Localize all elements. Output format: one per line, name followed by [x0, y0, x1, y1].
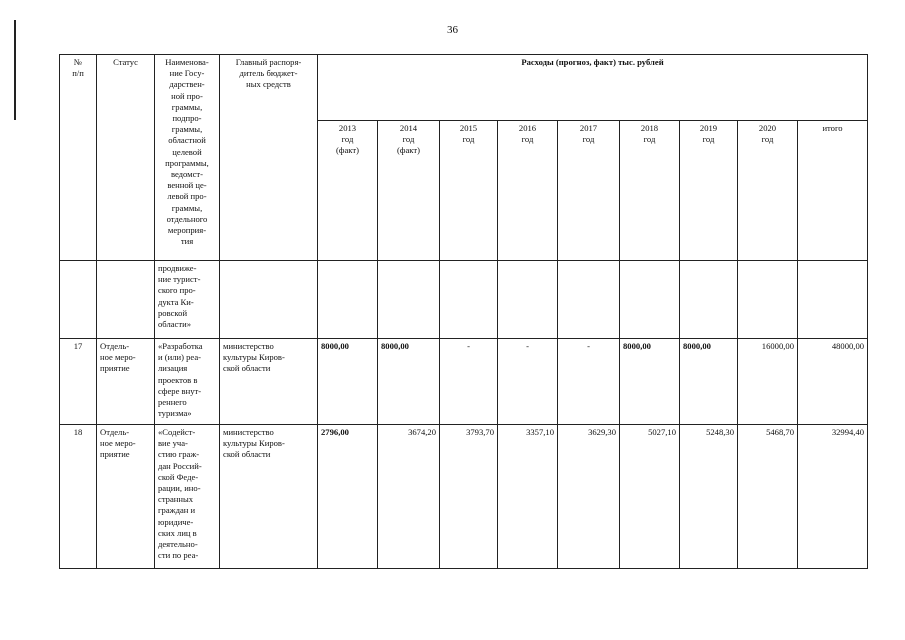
- header-admin: Главный распоря- дитель бюджет- ных средств: [220, 55, 318, 261]
- value-2015: -: [440, 339, 498, 425]
- header-year-2017: 2017 год: [558, 121, 620, 261]
- margin-mark: [14, 20, 16, 120]
- header-total: итого: [798, 121, 868, 261]
- value-2019: 8000,00: [680, 339, 738, 425]
- value-2017: 3629,30: [558, 425, 620, 569]
- value-2016: 3357,10: [498, 425, 558, 569]
- header-expenses: Расходы (прогноз, факт) тыс. рублей: [318, 55, 868, 121]
- header-name: Наименова- ние Госу- дарствен- ной про- граммы, подпро- граммы, областной целевой программы, ведомст- венной це- левой про- граммы, отдельного мероприя- тия: [155, 55, 220, 261]
- table-row: [60, 339, 868, 425]
- header-year-2019: 2019 год: [680, 121, 738, 261]
- continuation-row: [60, 261, 868, 339]
- value-2020: 5468,70: [738, 425, 798, 569]
- row-status: Отдель- ное меро- приятие: [97, 425, 155, 569]
- value-2019: 5248,30: [680, 425, 738, 569]
- header-status: Статус: [97, 55, 155, 261]
- value-total: 48000,00: [798, 339, 868, 425]
- header-num: № п/п: [60, 55, 97, 261]
- row-num: 18: [60, 425, 97, 569]
- page-number: 36: [447, 24, 458, 36]
- value-total: 32994,40: [798, 425, 868, 569]
- value-2017: -: [558, 339, 620, 425]
- header-year-2020: 2020 год: [738, 121, 798, 261]
- budget-table: [59, 54, 868, 569]
- header-year-2016: 2016 год: [498, 121, 558, 261]
- header-year-2014: 2014 год (факт): [378, 121, 440, 261]
- row-admin: министерство культуры Киров- ской области: [220, 339, 318, 425]
- header-year-2013: 2013 год (факт): [318, 121, 378, 261]
- header-year-2018: 2018 год: [620, 121, 680, 261]
- value-2013: 8000,00: [318, 339, 378, 425]
- row-admin: министерство культуры Киров- ской области: [220, 425, 318, 569]
- row-num: 17: [60, 339, 97, 425]
- header-year-2015: 2015 год: [440, 121, 498, 261]
- value-2014: 8000,00: [378, 339, 440, 425]
- row-name: «Содейст- вие уча- стию граж- дан Россий- ской Феде- рации, ино- странных граждан и юридиче- ских лиц в деятельно- сти по реа-: [155, 425, 220, 569]
- value-2014: 3674,20: [378, 425, 440, 569]
- value-2018: 5027,10: [620, 425, 680, 569]
- row-status: Отдель- ное меро- приятие: [97, 339, 155, 425]
- value-2020: 16000,00: [738, 339, 798, 425]
- table-row: [60, 425, 868, 569]
- value-2015: 3793,70: [440, 425, 498, 569]
- row-name: «Разработка и (или) реа- лизация проектов в сфере внут- реннего туризма»: [155, 339, 220, 425]
- value-2013: 2796,00: [318, 425, 378, 569]
- value-2016: -: [498, 339, 558, 425]
- continuation-name: продвиже- ние турист- ского про- дукта Ки- ровской области»: [155, 261, 220, 339]
- value-2018: 8000,00: [620, 339, 680, 425]
- header-row-1: [60, 55, 868, 121]
